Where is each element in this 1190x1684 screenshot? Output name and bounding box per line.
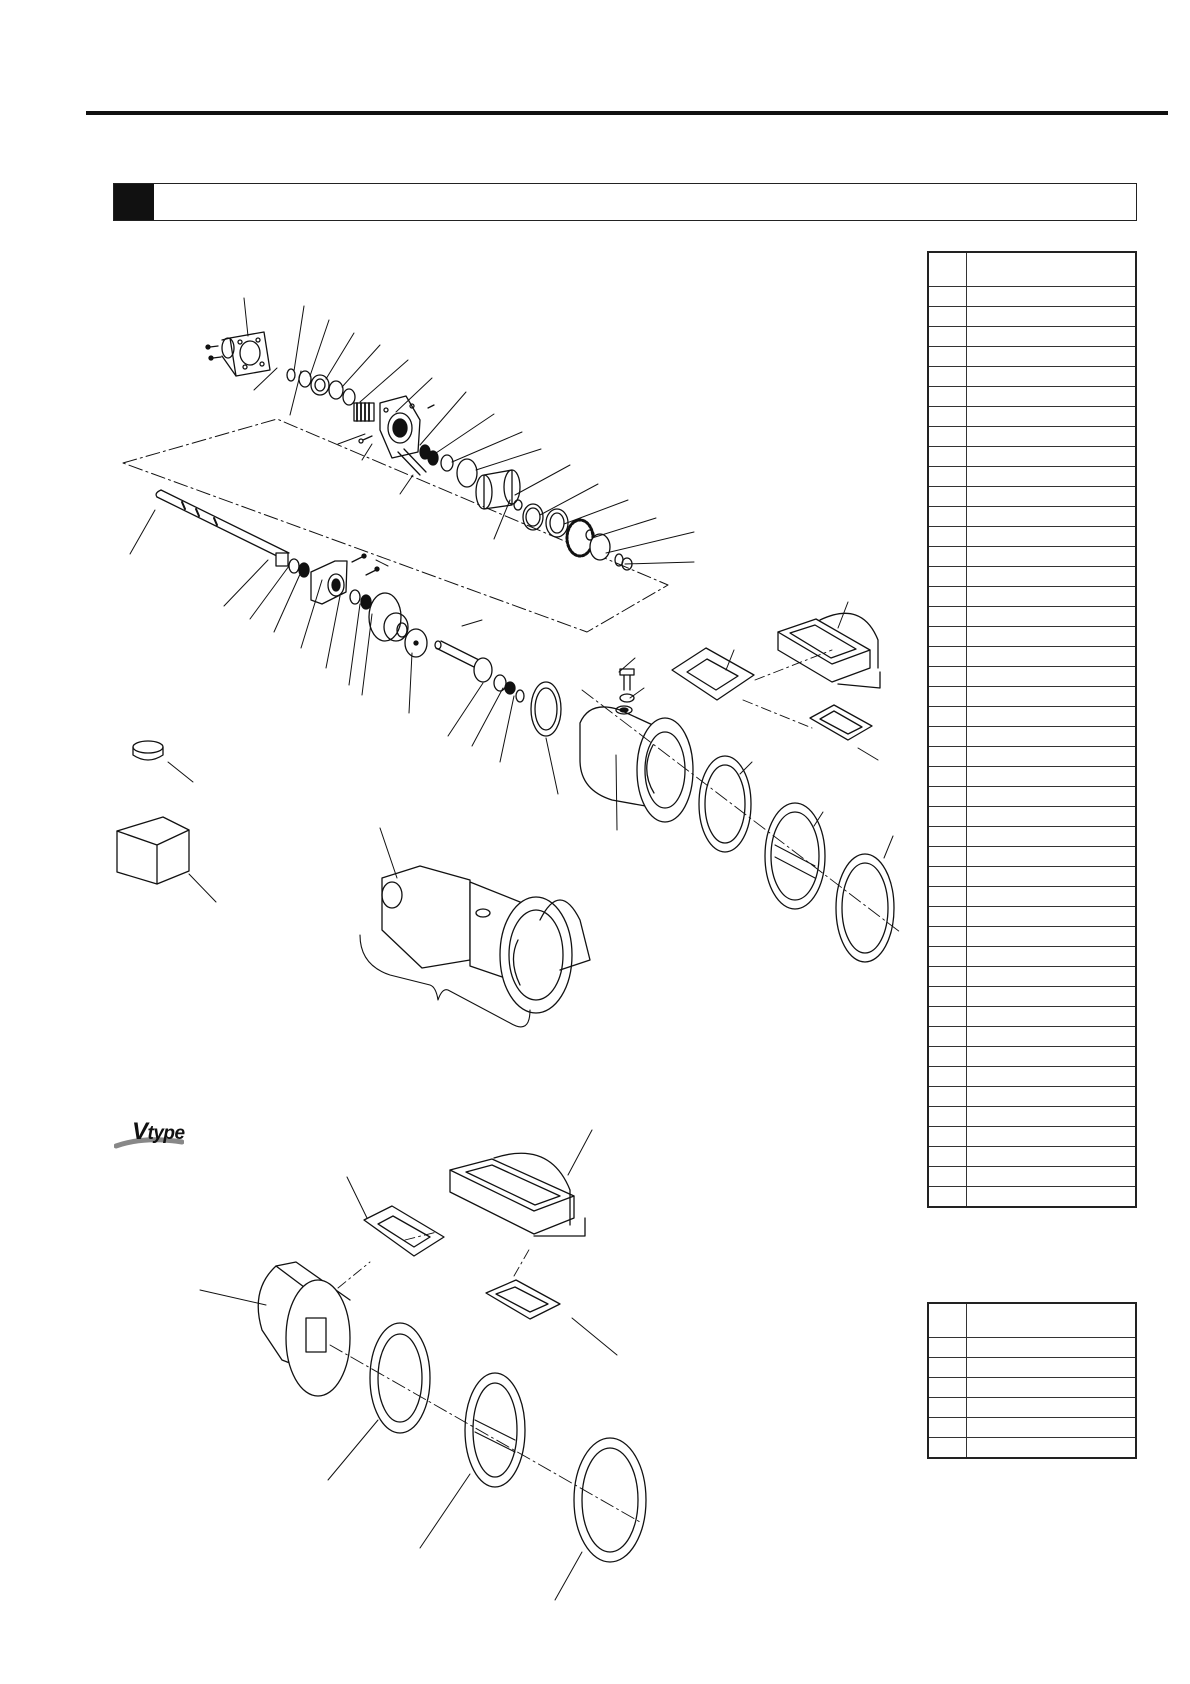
round-gaskets [699, 756, 894, 962]
threaded-bushing [354, 403, 374, 421]
main-shaft [156, 490, 289, 560]
vtype-label [132, 1118, 185, 1146]
vtype-elbow [450, 1153, 585, 1236]
vtype-bend [258, 1262, 350, 1396]
shaft-sleeve [476, 470, 520, 509]
box-part [117, 817, 189, 884]
small-bolts [206, 345, 221, 360]
cap-part [133, 741, 163, 760]
bearing-housing [380, 396, 420, 458]
vtype-word: type [147, 1123, 185, 1144]
vtype-letter: V [132, 1118, 148, 1145]
assembled-pump [382, 866, 590, 1013]
pump-casing [580, 706, 693, 822]
flange-plate [369, 593, 408, 641]
elbow-fitting [778, 613, 880, 688]
bearing-cover [222, 332, 270, 376]
